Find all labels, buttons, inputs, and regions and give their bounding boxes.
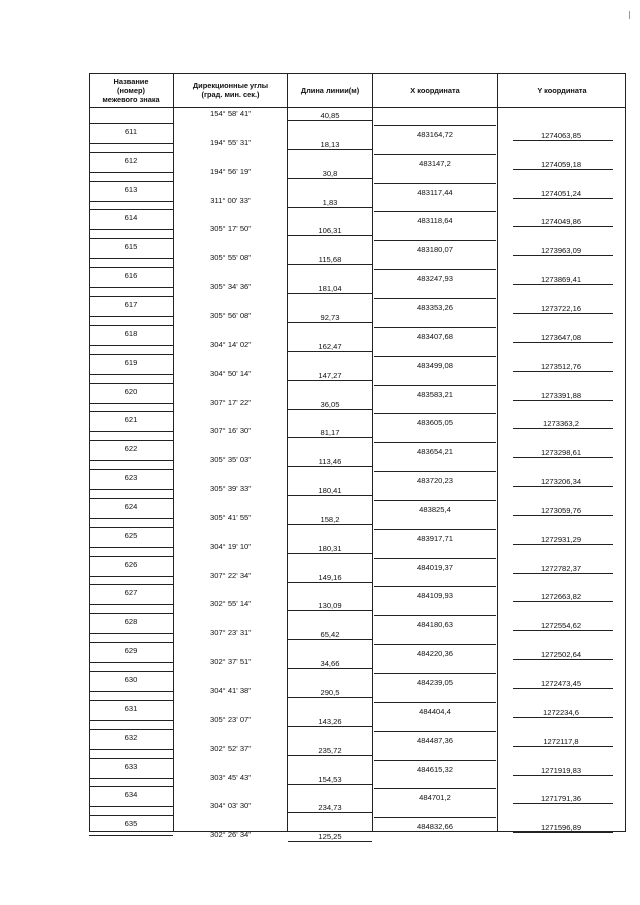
y-underline xyxy=(513,140,613,141)
point-separator xyxy=(89,325,173,326)
line-length: 235,72 xyxy=(318,745,342,755)
coord-separator xyxy=(374,673,496,674)
header-direction-angle: Дирекционные углы (град. мин. сек.) xyxy=(192,81,269,99)
direction-angle: 305° 17' 50" xyxy=(210,224,251,234)
direction-angle: 154° 58' 41" xyxy=(210,109,251,118)
line-length: 30,8 xyxy=(322,168,338,178)
y-coordinate: 1272782,37 xyxy=(540,563,582,573)
y-coordinate: 1272663,82 xyxy=(540,592,582,602)
line-length: 290,5 xyxy=(320,688,340,697)
direction-angle: 302° 55' 14" xyxy=(210,599,251,609)
table-header xyxy=(89,73,626,108)
y-underline xyxy=(513,544,613,545)
point-name: 630 xyxy=(124,675,138,684)
header-x-coordinate: X координата xyxy=(410,85,460,95)
line-length: 180,31 xyxy=(318,543,342,553)
y-underline xyxy=(513,428,613,429)
x-coordinate: 483353,26 xyxy=(417,302,453,312)
point-separator xyxy=(89,749,173,750)
segment-underline xyxy=(288,380,372,381)
direction-angle: 304° 03' 30" xyxy=(210,801,251,811)
line-length: 143,26 xyxy=(318,716,342,726)
y-coordinate: 1273206,34 xyxy=(540,477,582,487)
y-underline xyxy=(513,717,613,718)
point-separator xyxy=(89,671,173,672)
point-name: 614 xyxy=(124,213,138,223)
point-name: 629 xyxy=(124,646,138,656)
y-coordinate: 1271791,36 xyxy=(540,794,582,804)
point-separator xyxy=(89,469,173,470)
segment-underline xyxy=(288,639,372,640)
direction-angle: 305° 55' 08" xyxy=(210,253,251,263)
y-coordinate: 1274049,86 xyxy=(540,217,582,227)
y-underline xyxy=(513,486,613,487)
y-coordinate: 1271596,89 xyxy=(540,823,582,833)
point-separator xyxy=(89,556,173,557)
x-coordinate: 484019,37 xyxy=(417,562,453,572)
segment-underline xyxy=(288,495,372,496)
point-separator xyxy=(89,729,173,730)
point-separator xyxy=(89,498,173,499)
segment-underline xyxy=(288,409,372,410)
y-coordinate: 1272931,29 xyxy=(540,534,582,544)
x-coordinate: 484180,63 xyxy=(417,620,453,630)
point-name: 635 xyxy=(124,819,138,829)
coord-separator xyxy=(374,586,496,587)
segment-underline xyxy=(288,726,372,727)
direction-angle: 311° 00' 33" xyxy=(210,195,251,205)
segment-underline xyxy=(288,755,372,756)
coord-separator xyxy=(374,385,496,386)
point-name: 632 xyxy=(124,732,138,742)
point-name: 624 xyxy=(124,501,138,511)
point-separator xyxy=(89,258,173,259)
segment-underline xyxy=(288,437,372,438)
point-separator xyxy=(89,547,173,548)
segment-underline xyxy=(288,466,372,467)
header-point-name: Название (номер) межевого знака xyxy=(102,76,160,104)
segment-underline xyxy=(288,812,372,813)
direction-angle: 305° 39' 33" xyxy=(210,484,251,494)
x-coordinate: 483825,4 xyxy=(419,504,451,514)
y-underline xyxy=(513,775,613,776)
x-coordinate: 484615,32 xyxy=(417,764,453,774)
segment-underline xyxy=(288,293,372,294)
x-coordinate: 484109,93 xyxy=(417,591,453,601)
x-coordinate: 484220,36 xyxy=(417,649,453,659)
direction-angle: 305° 23' 07" xyxy=(210,714,251,724)
y-underline xyxy=(513,198,613,199)
point-separator xyxy=(89,411,173,412)
x-coordinate: 483499,08 xyxy=(417,360,453,370)
point-separator xyxy=(89,287,173,288)
coord-separator xyxy=(374,817,496,818)
x-coordinate: 483247,93 xyxy=(417,274,453,284)
y-coordinate: 1273298,61 xyxy=(540,448,582,458)
coord-separator xyxy=(374,125,496,126)
point-name: 622 xyxy=(124,444,138,454)
point-separator xyxy=(89,662,173,663)
point-separator xyxy=(89,518,173,519)
y-underline xyxy=(513,169,613,170)
line-length: 81,17 xyxy=(320,428,340,438)
line-length: 34,66 xyxy=(320,659,340,669)
y-underline xyxy=(513,630,613,631)
x-coordinate: 484832,66 xyxy=(417,822,453,832)
y-underline xyxy=(513,515,613,516)
y-underline xyxy=(513,371,613,372)
direction-angle: 305° 35' 03" xyxy=(210,455,251,465)
point-separator xyxy=(89,172,173,173)
point-name: 615 xyxy=(124,242,138,252)
line-length: 180,41 xyxy=(318,486,342,496)
y-coordinate: 1273512,76 xyxy=(540,361,582,371)
point-separator xyxy=(89,489,173,490)
line-length: 181,04 xyxy=(318,284,342,294)
direction-angle: 302° 52' 37" xyxy=(210,743,251,753)
coord-separator xyxy=(374,731,496,732)
point-name: 625 xyxy=(124,530,138,540)
x-coordinate: 484239,05 xyxy=(417,678,453,687)
point-separator xyxy=(89,720,173,721)
line-length: 234,73 xyxy=(318,803,342,813)
line-length: 92,73 xyxy=(320,312,340,322)
point-name: 631 xyxy=(124,703,138,713)
line-length: 113,46 xyxy=(318,457,342,467)
point-separator xyxy=(89,345,173,346)
segment-underline xyxy=(288,178,372,179)
x-coordinate: 483164,72 xyxy=(417,129,453,139)
point-separator xyxy=(89,181,173,182)
direction-angle: 194° 56' 19" xyxy=(210,166,251,176)
point-separator xyxy=(89,815,173,816)
y-underline xyxy=(513,832,613,833)
segment-underline xyxy=(288,697,372,698)
coord-separator xyxy=(374,529,496,530)
direction-angle: 302° 26' 34" xyxy=(210,830,251,840)
coord-separator xyxy=(374,615,496,616)
point-separator xyxy=(89,383,173,384)
y-underline xyxy=(513,659,613,660)
point-separator xyxy=(89,642,173,643)
line-length: 130,09 xyxy=(318,601,342,611)
y-coordinate: 1274051,24 xyxy=(540,188,582,198)
point-separator xyxy=(89,209,173,210)
y-underline xyxy=(513,688,613,689)
coord-separator xyxy=(374,558,496,559)
x-coordinate: 483407,68 xyxy=(417,331,453,341)
y-coordinate: 1272234,6 xyxy=(543,707,579,717)
direction-angle: 304° 41' 38" xyxy=(210,686,251,695)
segment-underline xyxy=(288,351,372,352)
y-underline xyxy=(513,342,613,343)
x-coordinate: 483118,64 xyxy=(417,216,453,226)
column-divider xyxy=(372,73,373,832)
direction-angle: 307° 17' 22" xyxy=(210,397,251,407)
segment-underline xyxy=(288,784,372,785)
line-length: 149,16 xyxy=(318,572,342,582)
point-name: 612 xyxy=(124,155,138,165)
segment-underline xyxy=(288,524,372,525)
point-separator xyxy=(89,460,173,461)
coord-separator xyxy=(374,269,496,270)
point-separator xyxy=(89,238,173,239)
coord-separator xyxy=(374,413,496,414)
segment-underline xyxy=(288,149,372,150)
x-coordinate: 483917,71 xyxy=(417,533,453,543)
line-length: 40,85 xyxy=(320,111,340,120)
direction-angle: 304° 50' 14" xyxy=(210,368,251,378)
x-coordinate: 484487,36 xyxy=(417,735,453,745)
header-line-length: Длина линии(м) xyxy=(300,85,360,95)
point-separator xyxy=(89,806,173,807)
segment-underline xyxy=(288,120,372,121)
y-coordinate: 1272117,8 xyxy=(543,736,579,746)
point-name: 618 xyxy=(124,328,138,338)
direction-angle: 303° 45' 43" xyxy=(210,772,251,782)
point-separator xyxy=(89,123,173,124)
y-underline xyxy=(513,226,613,227)
point-separator xyxy=(89,229,173,230)
line-length: 1,83 xyxy=(322,197,338,207)
y-coordinate: 1273647,08 xyxy=(540,332,582,342)
point-separator xyxy=(89,604,173,605)
y-underline xyxy=(513,313,613,314)
y-coordinate: 1272473,45 xyxy=(540,679,582,688)
point-separator xyxy=(89,440,173,441)
coord-separator xyxy=(374,471,496,472)
point-separator xyxy=(89,576,173,577)
coord-separator xyxy=(374,211,496,212)
point-name: 627 xyxy=(124,588,138,598)
coord-separator xyxy=(374,500,496,501)
y-coordinate: 1273363,2 xyxy=(543,419,579,429)
line-length: 125,25 xyxy=(318,832,342,842)
x-coordinate: 484701,2 xyxy=(419,793,451,803)
line-length: 162,47 xyxy=(318,341,342,351)
coordinates-table xyxy=(89,73,626,842)
x-coordinate: 483654,21 xyxy=(417,447,453,457)
direction-angle: 194° 55' 31" xyxy=(210,137,251,147)
segment-underline xyxy=(288,235,372,236)
y-underline xyxy=(513,284,613,285)
coord-separator xyxy=(374,442,496,443)
point-name: 626 xyxy=(124,559,138,569)
y-coordinate: 1271919,83 xyxy=(540,765,582,775)
y-underline xyxy=(513,255,613,256)
coord-separator xyxy=(374,154,496,155)
point-separator xyxy=(89,633,173,634)
point-separator xyxy=(89,584,173,585)
y-coordinate: 1273391,88 xyxy=(540,390,582,400)
coord-separator xyxy=(374,644,496,645)
line-length: 115,68 xyxy=(318,255,342,265)
y-underline xyxy=(513,400,613,401)
point-name: 617 xyxy=(124,299,138,309)
point-separator xyxy=(89,431,173,432)
point-separator xyxy=(89,700,173,701)
y-coordinate: 1273963,09 xyxy=(540,246,582,256)
y-underline xyxy=(513,457,613,458)
line-length: 36,05 xyxy=(320,399,340,409)
y-underline xyxy=(513,601,613,602)
coord-separator xyxy=(374,240,496,241)
point-separator xyxy=(89,786,173,787)
x-coordinate: 484404,4 xyxy=(419,706,451,716)
coord-separator xyxy=(374,298,496,299)
line-length: 18,13 xyxy=(320,139,340,149)
segment-underline xyxy=(288,582,372,583)
point-separator xyxy=(89,152,173,153)
x-coordinate: 483117,44 xyxy=(417,187,453,197)
direction-angle: 305° 34' 36" xyxy=(210,282,251,292)
point-name: 634 xyxy=(124,790,138,800)
y-coordinate: 1273722,16 xyxy=(540,303,582,313)
direction-angle: 304° 19' 10" xyxy=(210,541,251,551)
x-coordinate: 483180,07 xyxy=(417,245,453,255)
direction-angle: 307° 22' 34" xyxy=(210,570,251,580)
coord-separator xyxy=(374,327,496,328)
segment-underline xyxy=(288,668,372,669)
point-separator xyxy=(89,403,173,404)
y-coordinate: 1273059,76 xyxy=(540,505,582,515)
point-separator xyxy=(89,691,173,692)
direction-angle: 305° 41' 55" xyxy=(210,512,251,522)
point-separator xyxy=(89,374,173,375)
point-name: 621 xyxy=(124,415,138,425)
segment-underline xyxy=(288,207,372,208)
point-separator xyxy=(89,143,173,144)
x-coordinate: 483605,05 xyxy=(417,418,453,428)
header-y-coordinate: Y координата xyxy=(537,85,587,95)
coord-separator xyxy=(374,702,496,703)
y-coordinate: 1272502,64 xyxy=(540,650,582,660)
segment-underline xyxy=(288,264,372,265)
y-underline xyxy=(513,573,613,574)
y-underline xyxy=(513,746,613,747)
direction-angle: 307° 23' 31" xyxy=(210,628,251,638)
y-coordinate: 1274059,18 xyxy=(540,159,582,169)
coord-separator xyxy=(374,183,496,184)
y-coordinate: 1273869,41 xyxy=(540,275,582,285)
point-separator xyxy=(89,267,173,268)
point-separator xyxy=(89,835,173,836)
x-coordinate: 483583,21 xyxy=(417,389,453,399)
y-coordinate: 1272554,62 xyxy=(540,621,582,631)
segment-underline xyxy=(288,553,372,554)
line-length: 154,53 xyxy=(318,774,342,784)
point-separator xyxy=(89,201,173,202)
direction-angle: 307° 16' 30" xyxy=(210,426,251,436)
line-length: 147,27 xyxy=(318,370,342,380)
segment-underline xyxy=(288,841,372,842)
direction-angle: 302° 37' 51" xyxy=(210,657,251,667)
point-name: 619 xyxy=(124,357,138,367)
x-coordinate: 483720,23 xyxy=(417,476,453,486)
direction-angle: 305° 56' 08" xyxy=(210,310,251,320)
y-coordinate: 1274063,85 xyxy=(540,130,582,140)
line-length: 158,2 xyxy=(320,514,340,524)
point-name: 633 xyxy=(124,761,138,771)
point-separator xyxy=(89,527,173,528)
coord-separator xyxy=(374,356,496,357)
point-name: 613 xyxy=(124,184,138,194)
scan-mark xyxy=(629,11,630,19)
point-name: 623 xyxy=(124,473,138,483)
y-underline xyxy=(513,803,613,804)
point-name: 628 xyxy=(124,617,138,627)
point-separator xyxy=(89,316,173,317)
point-name: 611 xyxy=(124,126,138,136)
line-length: 65,42 xyxy=(320,630,340,640)
point-separator xyxy=(89,354,173,355)
point-separator xyxy=(89,296,173,297)
coord-separator xyxy=(374,788,496,789)
point-name: 620 xyxy=(124,386,138,396)
x-coordinate: 483147,2 xyxy=(419,158,451,168)
direction-angle: 304° 14' 02" xyxy=(210,339,251,349)
point-name: 616 xyxy=(124,271,138,281)
segment-underline xyxy=(288,610,372,611)
point-separator xyxy=(89,778,173,779)
segment-underline xyxy=(288,322,372,323)
point-separator xyxy=(89,758,173,759)
point-separator xyxy=(89,613,173,614)
coord-separator xyxy=(374,760,496,761)
line-length: 106,31 xyxy=(318,226,342,236)
